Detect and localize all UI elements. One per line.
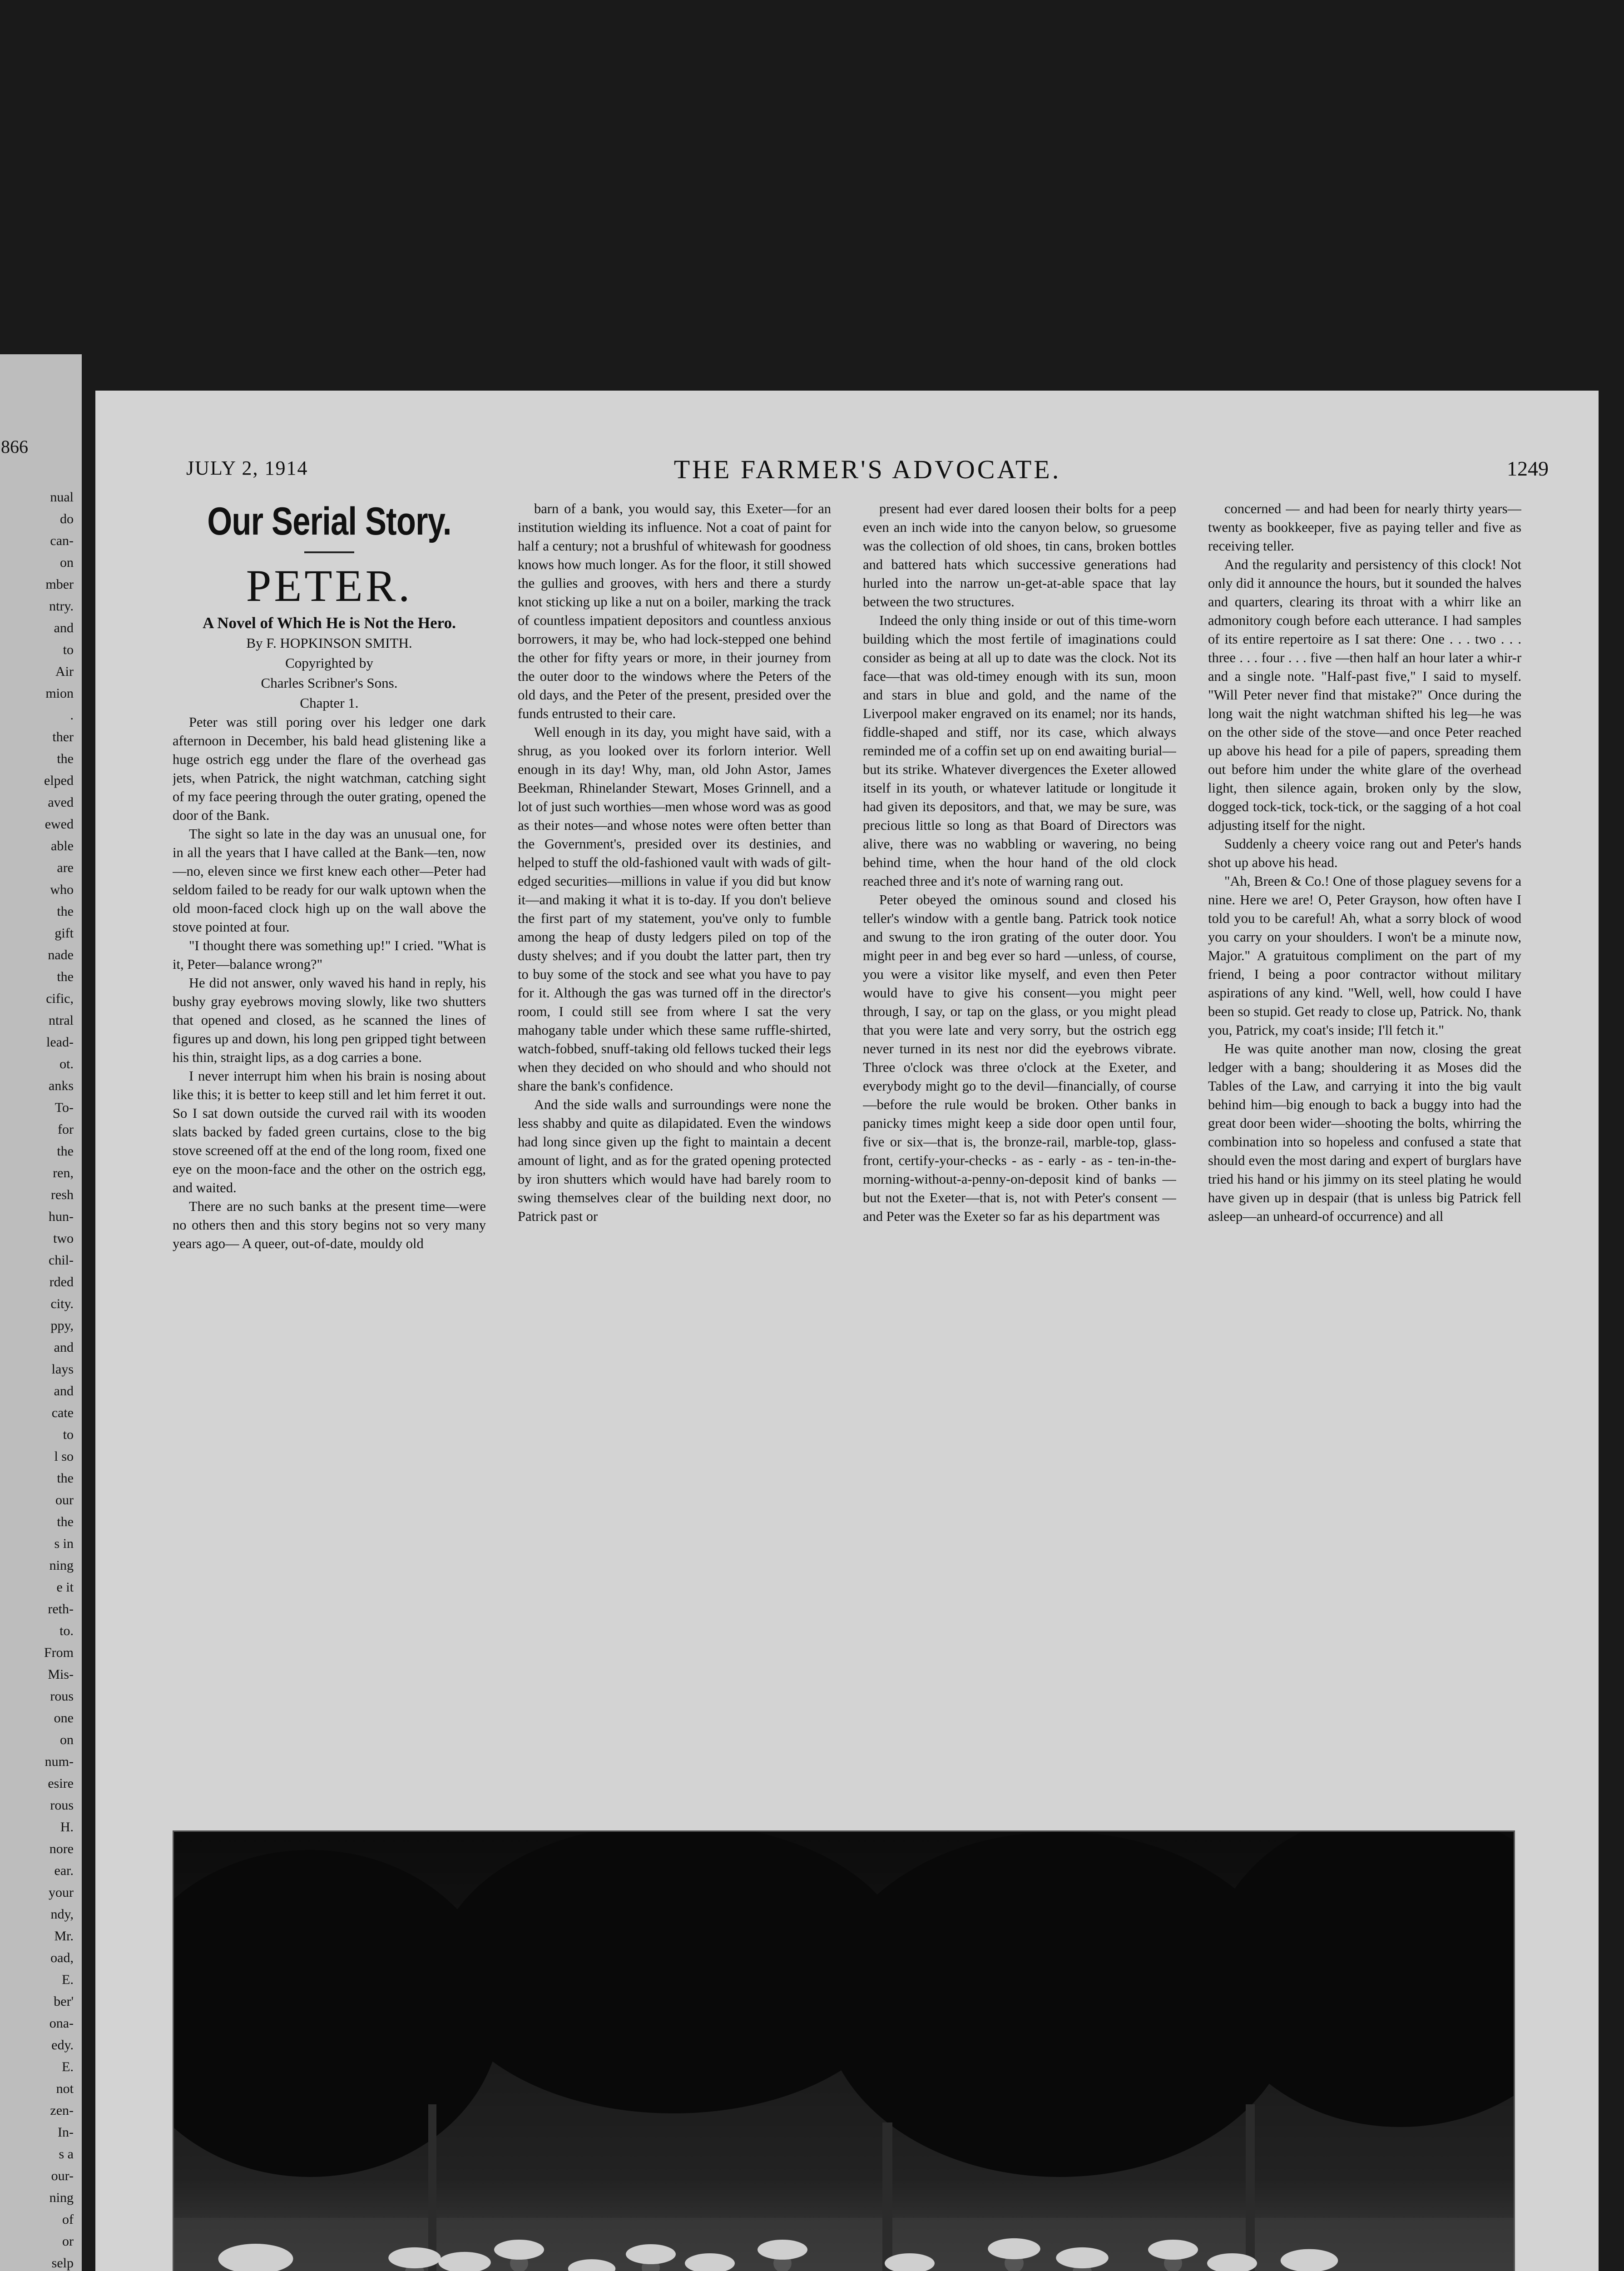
fragment-text: our- [51, 2168, 74, 2183]
fragment-text: selp [51, 2256, 74, 2271]
fragment-text: resh [51, 1187, 74, 1202]
paragraph: "I thought there was something up!" I cried. "What is it, Peter—balance wrong?" [173, 938, 486, 972]
article-subtitle: A Novel of Which He is Not the Hero. [203, 614, 456, 632]
fragment-text: the [57, 904, 74, 919]
fragment-text: s a [59, 2147, 74, 2162]
fragment-text: city. [50, 1296, 74, 1311]
fragment-text: In- [58, 2125, 74, 2140]
fragment-text: l so [54, 1449, 74, 1464]
wedding-photograph [173, 1830, 1515, 2271]
newspaper-page [95, 391, 1599, 2271]
paragraph: There are no such banks at the present time—were no others then and this story begins not so very many years ago— A queer, out-of-date, mouldy old [173, 1199, 486, 1251]
fragment-text: zen- [50, 2103, 74, 2118]
column-2 [518, 500, 831, 1817]
fragment-text: on [60, 555, 74, 570]
fragment-text: Mis- [48, 1667, 74, 1682]
fragment-text: ber' [54, 1994, 74, 2009]
fragment-text: chil- [49, 1253, 74, 1268]
fragment-text: gift [54, 926, 74, 941]
section-kicker: Our Serial Story. [207, 500, 451, 543]
previous-page-number: 866 [1, 436, 28, 457]
paragraph: And the regularity and persistency of this clock! Not only did it announce the hours, but it sounded the halves and quarters, clearing its throat with a whirr like an admonitory cough before each utterance. I had samples of its entire repertoire as I sat there: One . . . two . . . three . . . four . . . five —then half an hour later a whir-r and a single note. "Half-past five," I said to myself. "Will Peter never find that mistake?" Once during the long wait the night watchman shifted his leg—he was on the other side of the stove—and once Peter reached up above his head for a pile of papers, spreading them out before him under the white glare of the overhead light, then silence again, broken only by the slow, dogged tock-tick, tock-tick, or the sagging of a hot coal adjusting itself for the night. [1208, 557, 1521, 833]
fragment-text: rded [49, 1274, 74, 1289]
paragraph: concerned — and had been for nearly thirty years—twenty as bookkeeper, five as paying teller and five as receiving teller. [1208, 501, 1521, 554]
fragment-text: your [49, 1885, 74, 1900]
paragraph: Well enough in its day, you might have said, with a shrug, as you looked over its forlorn interior. Well enough in its day! Why, man, old John Astor, James Beekman, Rhinelander Stewart, Moses Grinnell, and a lot of just such worthies—men whose word was as good as their notes—and whose notes were often better than the Government's, presided over its destinies, and helped to stuff the old-fashioned vault with wads of gilt-edged securities—millions in value if you did but know it—and making it what it is to-day. If you don't believe the first part of my statement, you've only to fumble among the heap of dusty ledgers piled on top of the dusty shelves; and if you doubt the latter part, then try to buy some of the stock and see what you have to pay for it. Although the gas was turned off in the director's room, I could still see from where I sat the very mahogany table under which these same ruffle-shirted, watch-fobbed, snuff-taking old fellows tucked their legs when they decided on who should and who should not share the bank's confidence. [518, 724, 831, 1094]
paragraph: Peter obeyed the ominous sound and closed his teller's window with a gentle bang. Patrick took notice and swung to the iron grating of the outer door. You might peer in and beg ever so hard —unless, of course, you were a visitor like myself, and even then Peter would have to give his consent—you might peer through, I say, or tap on the glass, or you might plead that you were late and very sorry, but the ostrich egg never turned in its nest nor did the eyebrows vibrate. Three o'clock was three o'clock at the Exeter, and everybody might go to the devil—financially, of course—before the rule would be broken. Other banks in panicky times might keep a side door open until four, five or six—that is, the bronze-rail, marble-top, glass-front, certify-your-checks - as - early - as - ten-in-the-morning-without-a-penny-on-deposit kind of banks —but not the Exeter—that is, not with Peter's consent — and Peter was the Exeter so far as his department was [863, 892, 1176, 1224]
fragment-text: to [63, 1427, 74, 1442]
fragment-text: and [54, 620, 74, 635]
fragment-text: lead- [46, 1035, 74, 1050]
fragment-text: ntry. [49, 599, 74, 614]
fragment-text: the [57, 1514, 74, 1529]
fragment-text: edy. [51, 2038, 74, 2053]
fragment-text: ewed [45, 817, 74, 832]
fragment-text: oad, [50, 1950, 74, 1965]
fragment-text: ppy, [50, 1318, 74, 1333]
column-3 [863, 500, 1176, 1817]
column-1-body [173, 713, 486, 1253]
fragment-text: nual [50, 490, 74, 505]
paragraph: And the side walls and surroundings were none the less shabby and quite as dilapidated. Even the windows had long since given up the fight to maintain a decent amount of light, and as for the grated opening protected by iron shutters which would have had barely room to swing themselves clear of the building next door, no Patrick past or [518, 1097, 831, 1224]
byline: By F. HOPKINSON SMITH. [246, 635, 412, 651]
paragraph: I never interrupt him when his brain is nosing about like this; it is better to keep still and let him ferret it out. So I sat down outside the curved rail with its wooden slats backed by faded green curtains, close to the big stove screened off at the end of the long room, fixed one eye on the moon-face and the other on the ostrich egg, and waited. [173, 1068, 486, 1195]
fragment-text: and [54, 1340, 74, 1355]
fragment-text: the [57, 751, 74, 766]
fragment-text: elped [44, 773, 74, 788]
fragment-text: From [44, 1645, 74, 1660]
paragraph: present had ever dared loosen their bolts for a peep even an inch wide into the canyon below, so gruesome was the collection of old shoes, tin cans, broken bottles and battered hats which successive generations had hurled into the narrow un-get-at-able space that lay between the two structures. [863, 501, 1176, 610]
paragraph: Indeed the only thing inside or out of this time-worn building which the most fertile of imaginations could consider as being at all up to date was the clock. Not its face—that was old-timey enough with its sun, moon and stars in blue and gold, and the name of the Liverpool maker engraved on its enamel; nor its hands, fiddle-shaped and stiff, nor its case, which always reminded me of a coffin set up on end awaiting burial—but its strike. Whatever divergences the Exeter allowed itself in its youth, or whatever latitude or longitude it had given its depositors, and that, we may be sure, was precious little so long as that Board of Directors was alive, there was no wabbling or wavering, no being behind time, when the hour hand of the old clock reached three and it's note of warning rang out. [863, 613, 1176, 889]
fragment-text: and [54, 1383, 74, 1398]
fragment-text: ot. [59, 1056, 74, 1071]
fragment-text: To- [54, 1100, 74, 1115]
fragment-text: ear. [54, 1863, 74, 1878]
fragment-text: our [55, 1493, 74, 1507]
paragraph: barn of a bank, you would say, this Exeter—for an institution wielding its influence. Not a coat of paint for half a century; not a brushful of whitewash for goodness knows how much longer. As for the floor, it still showed the gullies and grooves, with hers and there a sturdy knot sticking up like a nut on a boiler, marking the track of countless impatient depositors and countless anxious borrowers, it may be, who had lock-stepped one behind the other for fifty years or more, in their journey from the outer door to the windows where the Peters of the old days, and the Peter of the present, presided over the funds entrusted to their care. [518, 501, 831, 721]
fragment-text: not [56, 2081, 74, 2096]
paragraph: He was quite another man now, closing the great ledger with a bang; shouldering it as Moses did the Tables of the Law, and carrying it into the big vault behind him—big enough to back a buggy into had the great door been wider—shooting the bolts, whirring the combination into so hopeless and confused a state that should even the most daring and expert of burglars have tried his hand or his jimmy on its steel plating he would have given up in despair (that is unless big Patrick fell asleep—an unheard-of occurrence) and all [1208, 1041, 1521, 1224]
fragment-text: H. [60, 1820, 74, 1835]
fragment-text: do [60, 511, 74, 526]
fragment-text: on [60, 1732, 74, 1747]
fragment-text: are [57, 860, 74, 875]
fragment-text: esire [48, 1776, 74, 1791]
fragment-text: nore [49, 1841, 74, 1856]
fragment-text: ona- [49, 2016, 74, 2031]
fragment-text: ning [49, 1558, 74, 1573]
fragment-text: the [57, 1471, 74, 1486]
fragment-text: lays [51, 1362, 74, 1377]
fragment-text: aved [48, 795, 74, 810]
fragment-text: the [57, 969, 74, 984]
column-2-body [518, 500, 831, 1226]
fragment-text: cate [51, 1405, 74, 1420]
fragment-text: for [58, 1122, 74, 1137]
fragment-text: Air [55, 664, 74, 679]
column-4-body [1208, 500, 1521, 1226]
fragment-text: nade [48, 947, 74, 962]
fragment-text: reth- [48, 1602, 74, 1616]
fragment-text: who [50, 882, 74, 897]
fragment-text: cific, [46, 991, 74, 1006]
fragment-text: E. [62, 1972, 74, 1987]
page-number: 1249 [1507, 457, 1549, 480]
fragment-text: able [51, 838, 74, 853]
fragment-text: rous [50, 1689, 74, 1704]
fragment-text: or [62, 2234, 74, 2249]
fragment-text: anks [49, 1078, 74, 1093]
divider [304, 551, 354, 553]
fragment-text: mber [45, 577, 74, 592]
fragment-text: can- [50, 533, 74, 548]
fragment-text: ren, [53, 1165, 74, 1180]
fragment-text: of [62, 2212, 74, 2227]
page-header [186, 454, 1549, 484]
fragment-text: s in [54, 1536, 74, 1551]
fragment-text: Mr. [54, 1929, 74, 1944]
chapter-heading: Chapter 1. [300, 695, 359, 711]
paragraph: The sight so late in the day was an unusual one, for in all the years that I have called at the Bank—ten, now—no, eleven since we first knew each other—Peter had seldom failed to be ready for our walk uptown when the old moon-faced clock high up on the wall above the stove pointed at four. [173, 826, 486, 935]
fragment-text: mion [45, 686, 74, 701]
fragment-text: rous [50, 1798, 74, 1813]
fragment-text: two [53, 1231, 74, 1246]
fragment-text: ndy, [50, 1907, 74, 1922]
issue-date: JULY 2, 1914 [186, 457, 308, 479]
article-title: PETER. [246, 560, 413, 611]
paragraph: Suddenly a cheery voice rang out and Peter's hands shot up above his head. [1208, 836, 1521, 870]
fragment-text: ther [52, 729, 74, 744]
photo-illustration [174, 1832, 1514, 2271]
fragment-text: ntral [49, 1013, 74, 1028]
column-1 [173, 500, 486, 1817]
paragraph: "Ah, Breen & Co.! One of those plaguey sevens for a nine. Here we are! O, Peter Grayson, how often have I told you to be careful! Ah, what a sorry block of wood you carry on your shoulders. I won't be a minute now, Major." A gratuitous compliment on the part of my friend, I being a poor contractor without military aspirations of any kind. "Well, well, how could I have been so stupid. Get ready to close up, Patrick. No, thank you, Patrick, my coat's inside; I'll fetch it." [1208, 873, 1521, 1038]
publisher-line: Charles Scribner's Sons. [261, 675, 398, 691]
paragraph: Peter was still poring over his ledger one dark afternoon in December, his bald head glistening like a huge ostrich egg under the flare of the overhead gas jets, when Patrick, the night watchman, catching sight of my face peering through the outer grating, opened the door of the Bank. [173, 714, 486, 823]
fragment-text: to. [59, 1623, 74, 1638]
fragment-text: e it [56, 1580, 74, 1595]
fragment-text: num- [45, 1754, 74, 1769]
fragment-text: one [54, 1711, 74, 1726]
fragment-text: hun- [49, 1209, 74, 1224]
masthead: THE FARMER'S ADVOCATE. [673, 455, 1061, 484]
column-4 [1208, 500, 1521, 1817]
paragraph: He did not answer, only waved his hand in reply, his bushy gray eyebrows moving slowly, like two shutters that opened and closed, as he scanned the lines of figures up and down, his long pen gripped tight between his thin, straight lips, as a dog carries a bone. [173, 975, 486, 1065]
fragment-text: . [70, 708, 74, 723]
previous-page-edge [0, 354, 82, 2271]
fragment-text: E. [62, 2059, 74, 2074]
fragment-text: to [63, 642, 74, 657]
fragment-text: the [57, 1144, 74, 1159]
fragment-text: ning [49, 2190, 74, 2205]
column-3-body [863, 500, 1176, 1226]
copyright-line: Copyrighted by [285, 655, 373, 671]
